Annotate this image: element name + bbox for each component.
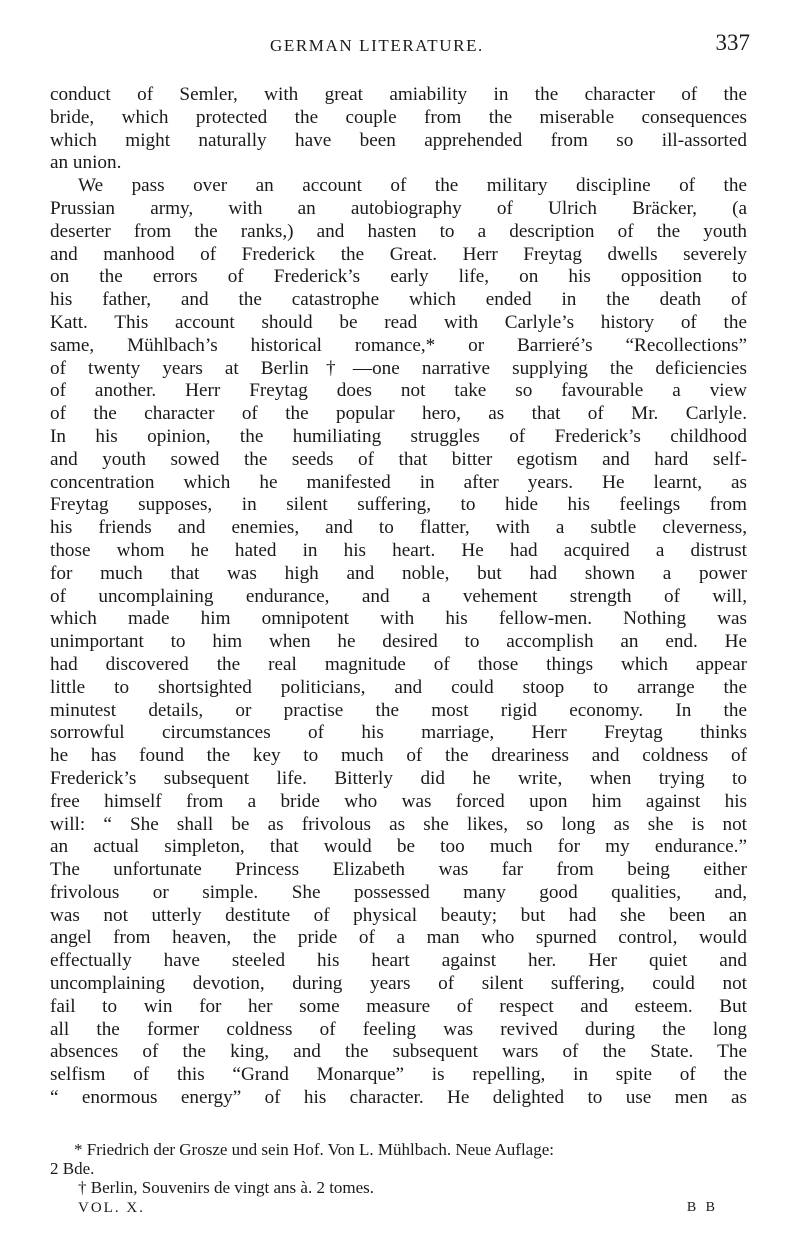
text-line: sorrowful circumstances of his marriage, Herr Freytag thinks: [50, 722, 747, 744]
text-line: fail to win for her some measure of respect and esteem. But: [50, 995, 747, 1017]
text-line: which made him omnipotent with his fellow-men. Nothing was: [50, 608, 747, 630]
text-line: effectually have steeled his heart against her. Her quiet and: [50, 950, 747, 972]
text-line: Frederick’s subsequent life. Bitterly did he write, when trying to: [50, 767, 747, 789]
text-line: an union.: [50, 152, 122, 174]
text-line: he has found the key to much of the dreariness and coldness of: [50, 745, 747, 767]
footnote-1-continued: 2 Bde.: [50, 1159, 95, 1178]
text-line: free himself from a bride who was forced upon him against his: [50, 790, 747, 812]
text-line: an actual simpleton, that would be too much for my endurance.”: [50, 836, 747, 858]
text-line: unimportant to him when he desired to accomplish an end. He: [50, 631, 747, 653]
text-line: minutest details, or practise the most rigid economy. In the: [50, 699, 747, 721]
volume-label: VOL. X.: [78, 1200, 145, 1216]
text-line: of the character of the popular hero, as that of Mr. Carlyle.: [50, 403, 747, 425]
text-line: all the former coldness of feeling was revived during the long: [50, 1018, 747, 1040]
text-line: will: “ She shall be as frivolous as she likes, so long as she is not: [50, 813, 747, 835]
text-line: Freytag supposes, in silent suffering, to hide his feelings from: [50, 494, 747, 516]
text-line: for much that was high and noble, but had shown a power: [50, 562, 747, 584]
footnotes: [50, 1140, 747, 1197]
text-line: absences of the king, and the subsequent wars of the State. The: [50, 1041, 747, 1063]
page-footer: [78, 1200, 718, 1222]
text-line: “ enormous energy” of his character. He delighted to use men as: [50, 1087, 747, 1109]
text-line: We pass over an account of the military discipline of the: [78, 175, 747, 197]
text-line: on the errors of Frederick’s early life, on his opposition to: [50, 266, 747, 288]
text-line: those whom he hated in his heart. He had acquired a distrust: [50, 539, 747, 561]
text-line: of uncomplaining endurance, and a vehement strength of will,: [50, 585, 747, 607]
text-line: same, Mühlbach’s historical romance,* or Barrieré’s “Recollections”: [50, 334, 747, 356]
signature-mark: B B: [686, 1200, 718, 1215]
text-line: and youth sowed the seeds of that bitter egotism and hard self-: [50, 448, 747, 470]
text-line: which might naturally have been apprehended from so ill-assorted: [50, 129, 747, 151]
text-line: deserter from the ranks,) and hasten to a description of the youth: [50, 220, 747, 242]
text-line: Prussian army, with an autobiography of Ulrich Bräcker, (a: [50, 197, 747, 219]
text-line: concentration which he manifested in after years. He learnt, as: [50, 471, 747, 493]
text-line: Katt. This account should be read with Carlyle’s history of the: [50, 311, 747, 333]
text-line: selfism of this “Grand Monarque” is repelling, in spite of the: [50, 1064, 747, 1086]
running-head: [50, 30, 750, 60]
text-line: conduct of Semler, with great amiability in the character of the: [50, 84, 747, 105]
text-line: The unfortunate Princess Elizabeth was far from being either: [50, 859, 747, 881]
text-line: of twenty years at Berlin†—one narrative supplying the deficiencies: [50, 357, 747, 379]
text-line: bride, which protected the couple from the miserable consequences: [50, 106, 747, 128]
text-line: little to shortsighted politicians, and could stoop to arrange the: [50, 676, 747, 698]
text-line: his father, and the catastrophe which ended in the death of: [50, 289, 747, 311]
text-line: angel from heaven, the pride of a man who spurned control, would: [50, 927, 747, 949]
text-line: uncomplaining devotion, during years of silent suffering, could not: [50, 973, 747, 995]
text-line: and manhood of Frederick the Great. Herr Freytag dwells severely: [50, 243, 747, 265]
page-number: 337: [715, 30, 750, 55]
text-line: of another. Herr Freytag does not take so favourable a view: [50, 380, 747, 402]
text-line: frivolous or simple. She possessed many good qualities, and,: [50, 881, 747, 903]
text-line: was not utterly destitute of physical beauty; but had she been an: [50, 904, 747, 926]
text-line: had discovered the real magnitude of those things which appear: [50, 653, 747, 675]
running-title: GERMAN LITERATURE.: [270, 36, 484, 55]
footnote-1: * Friedrich der Grosze und sein Hof. Von L. Mühlbach. Neue Auflage:: [74, 1140, 554, 1159]
text-line: his friends and enemies, and to flatter, with a subtle cleverness,: [50, 517, 747, 539]
footnote-2: † Berlin, Souvenirs de vingt ans à. 2 tomes.: [78, 1178, 375, 1197]
text-line: In his opinion, the humiliating struggles of Frederick’s childhood: [50, 425, 747, 447]
body-text: [50, 84, 747, 1110]
